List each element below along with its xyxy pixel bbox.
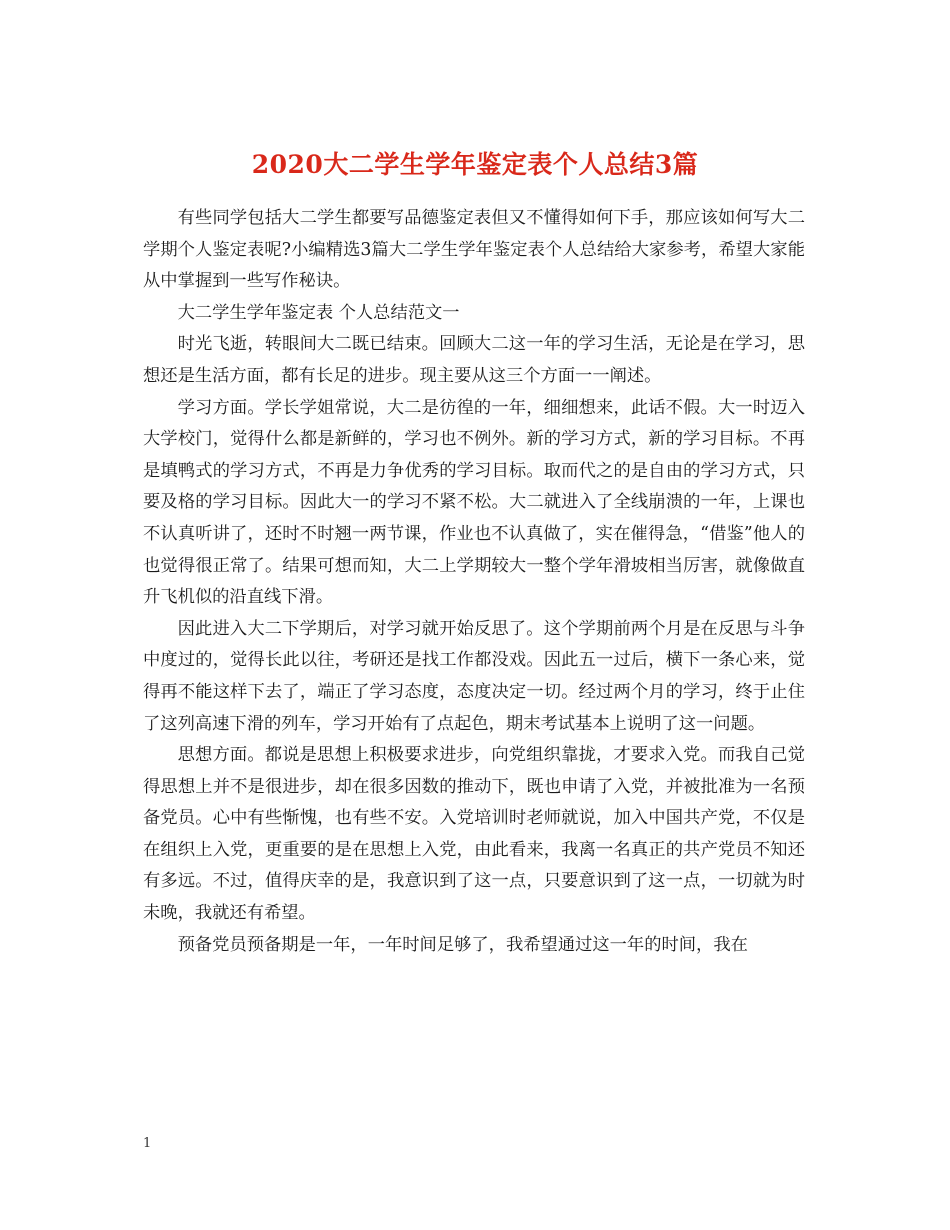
paragraph-thought: 思想方面。都说是思想上积极要求进步，向党组织靠拢，才要求入党。而我自己觉得思想上并不是很进步，却在很多因数的推动下，既也申请了入党，并被批准为一名预备党员。心中有些惭愧，也有些不安。入党培训时老师就说，加入中国共产党，不仅是在组织上入党，更重要的是在思想上入党，由此看来，我离一名真正的共产党员不知还有多远。不过，值得庆幸的是，我意识到了这一点，只要意识到了这一点，一切就为时未晚，我就还有希望。 (143, 745, 805, 924)
page-number: 1 (143, 1136, 152, 1151)
paragraph-study: 学习方面。学长学姐常说，大二是彷徨的一年，细细想来，此话不假。大一时迈入大学校门，觉得什么都是新鲜的，学习也不例外。新的学习方式，新的学习目标。不再是填鸭式的学习方式，不再是力争优秀的学习目标。取而代之的是自由的学习方式，只要及格的学习目标。因此大一的学习不紧不松。大二就进入了全线崩溃的一年，上课也不认真听讲了，还时不时翘一两节课，作业也不认真做了，实在催得急，“借鉴”他人的也觉得很正常了。结果可想而知，大二上学期较大一整个学年滑坡相当厉害，就像做直升飞机似的沿直线下滑。 (143, 397, 805, 608)
paragraph-probation: 预备党员预备期是一年，一年时间足够了，我希望通过这一年的时间，我在 (177, 934, 748, 955)
paragraph-section-heading: 大二学生学年鉴定表 个人总结范文一 (177, 302, 460, 323)
paragraph-intro: 有些同学包括大二学生都要写品德鉴定表但又不懂得如何下手，那应该如何写大二学期个人鉴定表呢?小编精选3篇大二学生学年鉴定表个人总结给大家参考，希望大家能从中掌握到一些写作秘诀。 (143, 208, 805, 292)
paragraph-opening: 时光飞逝，转眼间大二既已结束。回顾大二这一年的学习生活，无论是在学习，思想还是生活方面，都有长足的进步。现主要从这三个方面一一阐述。 (143, 334, 805, 386)
document-body (143, 203, 805, 961)
paragraph-reflection: 因此进入大二下学期后，对学习就开始反思了。这个学期前两个月是在反思与斗争中度过的，觉得长此以往，考研还是找工作都没戏。因此五一过后，横下一条心来，觉得再不能这样下去了，端正了学习态度，态度决定一切。经过两个月的学习，终于止住了这列高速下滑的列车，学习开始有了点起色，期末考试基本上说明了这一问题。 (143, 618, 805, 734)
document-title: 2020大二学生学年鉴定表个人总结3篇 (251, 149, 699, 179)
